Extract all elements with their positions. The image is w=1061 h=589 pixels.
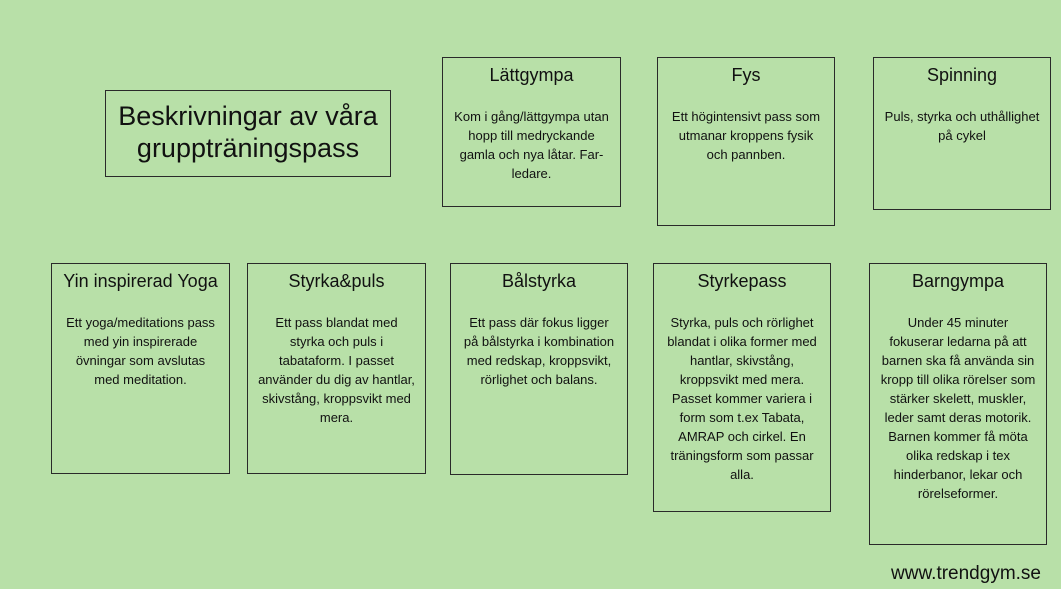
card-styrkepass	[653, 263, 831, 512]
card-yin-yoga	[51, 263, 230, 474]
card-title: Bålstyrka	[501, 271, 577, 291]
card-title: Spinning	[926, 65, 998, 85]
card-description: Kom i gång/lättgympa utan hopp till medryckande gamla och nya låtar. Far-ledare.	[454, 109, 609, 181]
card-fys	[657, 57, 835, 226]
card-description: Ett pass där fokus ligger på bålstyrka i kombination med redskap, kroppsvikt, rörlighet och balans.	[463, 315, 615, 387]
card-title: Fys	[731, 65, 761, 85]
card-description: Styrka, puls och rörlighet blandat i olika former med hantlar, skivstång, kroppsvikt med mera. Passet kommer variera i form som t.ex Tabata, AMRAP och cirkel. En träningsform som passar alla.	[667, 315, 817, 482]
card-styrka-puls	[247, 263, 426, 474]
card-description: Ett högintensivt pass som utmanar kroppens fysik och pannben.	[671, 109, 821, 162]
card-spinning	[873, 57, 1051, 210]
card-lattgympa	[442, 57, 621, 207]
page-title	[105, 90, 391, 177]
card-title: Styrkepass	[697, 271, 787, 291]
card-balstyrka	[450, 263, 628, 475]
page-title-line-2: gruppträningspass	[136, 133, 360, 163]
card-description: Puls, styrka och uthållighet på cykel	[884, 109, 1040, 143]
card-title: Styrka&puls	[288, 271, 385, 291]
card-title: Barngympa	[911, 271, 1005, 291]
card-title: Yin inspirerad Yoga	[63, 271, 218, 291]
card-description: Ett pass blandat med styrka och puls i tabataform. I passet använder du dig av hantlar, skivstång, kroppsvikt med mera.	[258, 315, 415, 425]
card-barngympa	[869, 263, 1047, 545]
footer-url[interactable]: www.trendgym.se	[891, 563, 1041, 584]
card-description: Under 45 minuter fokuserar ledarna på att barnen ska få använda sin kropp till olika rörelser som stärker skelett, muskler, leder samt deras motorik. Barnen kommer få möta olika redskap i tex hinderbanor, lekar och rörelseformer.	[880, 315, 1036, 501]
page-title-line-1: Beskrivningar av våra	[118, 101, 378, 131]
card-title: Lättgympa	[489, 65, 574, 85]
card-description: Ett yoga/meditations pass med yin inspirerade övningar som avslutas med meditation.	[66, 315, 215, 387]
